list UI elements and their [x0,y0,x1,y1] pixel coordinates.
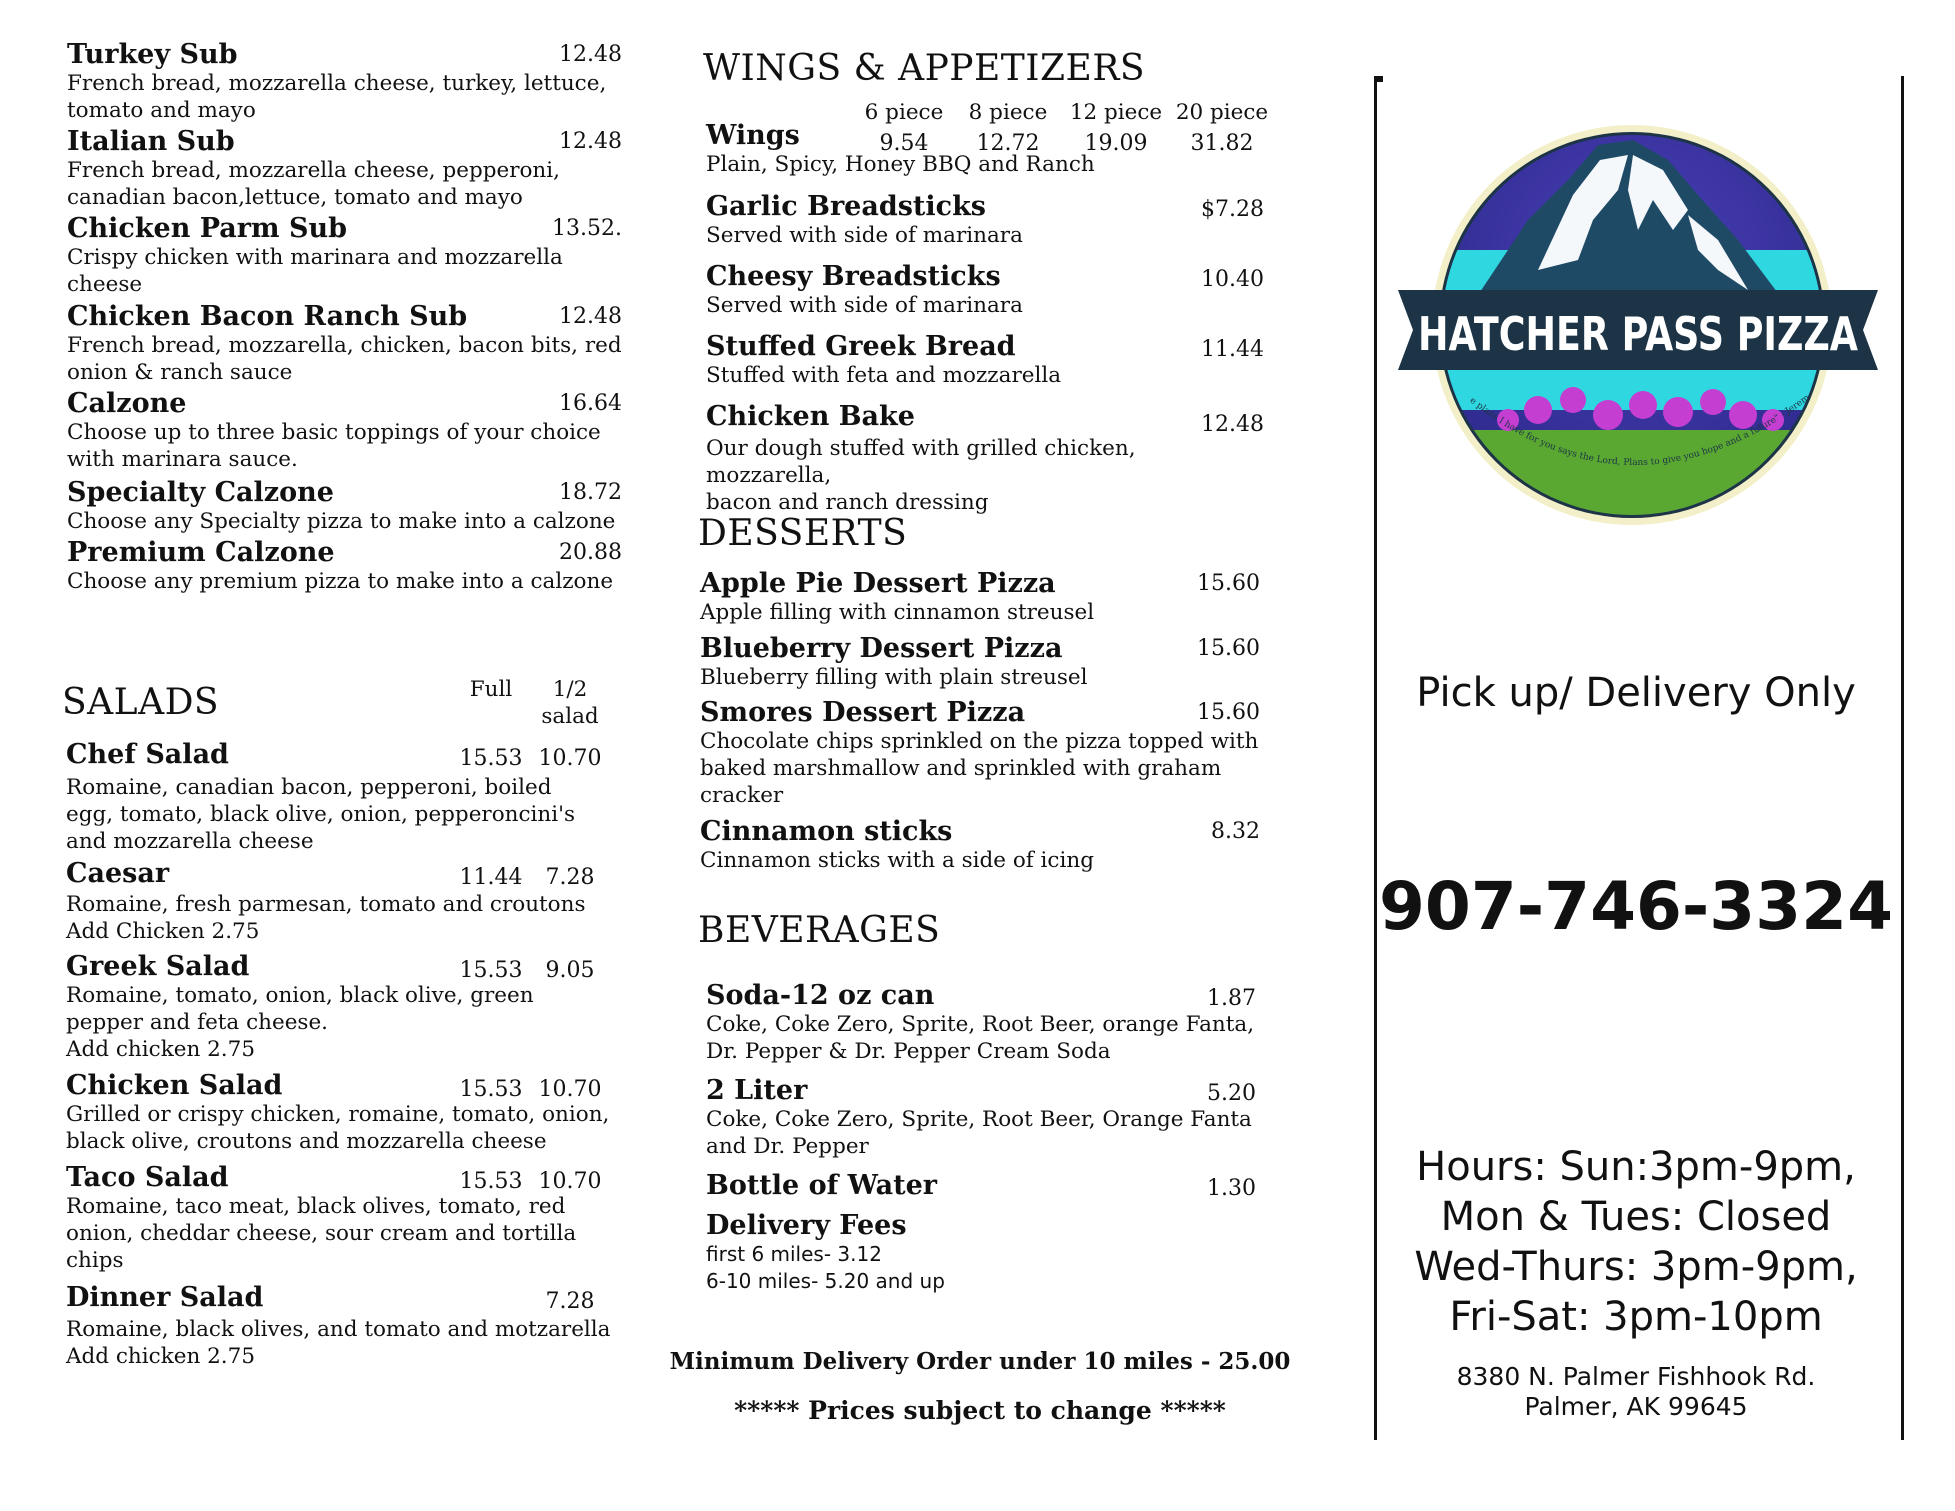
item-name: Wings [706,120,800,151]
item-name: Greek Salad [66,951,250,982]
salads-col-half: 1/2 [552,677,588,702]
item-desc: Romaine, taco meat, black olives, tomato, red [66,1194,566,1219]
item-desc: French bread, mozzarella, chicken, bacon bits, red [67,333,622,358]
wings-price-8: 12.72 [976,131,1040,156]
hours-line: Mon & Tues: Closed [1440,1194,1832,1240]
item-desc: and mozzarella cheese [66,829,314,854]
item-desc: Served with side of marinara [706,223,1023,248]
beverage-item-water [706,1171,1256,1201]
item-desc: tomato and mayo [67,98,256,123]
item-desc: Stuffed with feta and mozzarella [706,363,1062,388]
appetizer-item-stuffed-greek-bread [706,332,1264,389]
item-desc: Choose any Specialty pizza to make into a calzone [67,509,616,534]
item-name: Chicken Salad [66,1070,283,1101]
item-desc: first 6 miles- 3.12 [706,1242,882,1266]
sub-item-calzone [67,389,622,473]
item-desc: chips [66,1248,124,1273]
item-desc: Romaine, tomato, onion, black olive, green [66,983,534,1008]
item-price: 18.72 [559,480,622,505]
item-desc: Blueberry filling with plain streusel [700,665,1088,690]
phone-number: 907-746-3324 [1378,868,1893,945]
item-name: Dinner Salad [66,1282,264,1313]
minimum-order-note: Minimum Delivery Order under 10 miles - 25.00 [669,1348,1291,1375]
appetizer-item-chicken-bake [706,402,1264,516]
item-price: 12.48 [559,42,622,67]
item-name: Premium Calzone [67,537,335,568]
appetizer-item-cheesy-breadsticks [706,262,1264,319]
item-desc: Romaine, black olives, and tomato and motzarella [66,1317,611,1342]
item-desc: Choose any premium pizza to make into a calzone [67,569,614,594]
hours [1374,1142,1898,1342]
item-price-half: 9.05 [545,958,595,983]
item-price-full: 15.53 [459,958,523,983]
salads-heading: SALADS [62,682,220,723]
item-name: Apple Pie Dessert Pizza [700,568,1056,599]
item-price: 8.32 [1211,819,1260,844]
hours-line: Hours: Sun:3pm-9pm, [1416,1144,1856,1190]
salad-item-caesar [66,859,626,945]
item-desc: Plain, Spicy, Honey BBQ and Ranch [706,152,1095,177]
hours-line: Fri-Sat: 3pm-10pm [1449,1294,1823,1340]
wings-price-6: 9.54 [879,131,929,156]
appetizer-item-garlic-breadsticks [706,192,1264,249]
salad-item-dinner [66,1283,626,1370]
logo [1388,100,1888,550]
address-line: 8380 N. Palmer Fishhook Rd. [1456,1362,1816,1391]
item-name: Taco Salad [66,1162,229,1193]
item-desc: bacon and ranch dressing [706,490,989,515]
item-name: Smores Dessert Pizza [700,697,1026,728]
item-name: Delivery Fees [706,1210,907,1241]
salad-item-taco [66,1163,626,1274]
item-price-half: 7.28 [545,1289,595,1314]
item-desc: with marinara sauce. [67,447,298,472]
item-price: 12.48 [559,304,622,329]
item-name: Bottle of Water [706,1170,937,1201]
item-name: Chicken Parm Sub [67,213,348,244]
dessert-item-smores [700,698,1260,809]
item-name: Chef Salad [66,739,229,770]
dessert-item-apple-pie [700,569,1260,626]
price-change-notice: ***** Prices subject to change ***** [734,1396,1226,1425]
item-price-full: 15.53 [459,746,523,771]
item-desc: Choose up to three basic toppings of your choice [67,420,601,445]
item-desc: Add chicken 2.75 [66,1344,255,1369]
salad-item-chicken [66,1071,626,1155]
item-desc: onion & ranch sauce [67,360,293,385]
item-desc: Chocolate chips sprinkled on the pizza topped with [700,729,1259,754]
item-desc: cracker [700,783,784,808]
item-price-full: 11.44 [459,865,523,890]
item-price: 16.64 [559,391,622,416]
item-price: $7.28 [1201,197,1264,222]
item-name: Soda-12 oz can [706,980,935,1011]
item-name: Turkey Sub [67,39,238,70]
wings-size-20: 20 piece [1175,100,1269,125]
item-desc: French bread, mozzarella cheese, turkey, lettuce, [67,71,607,96]
dessert-item-cinnamon-sticks [700,817,1260,874]
address-line: Palmer, AK 99645 [1524,1392,1748,1421]
item-desc: Our dough stuffed with grilled chicken, mozzarella, [706,436,1136,488]
item-desc: 6-10 miles- 5.20 and up [706,1269,945,1293]
item-price-full: 15.53 [459,1077,523,1102]
salad-item-greek [66,952,626,1063]
item-name: 2 Liter [706,1075,808,1106]
item-desc: Grilled or crispy chicken, romaine, tomato, onion, [66,1102,610,1127]
item-price: 13.52. [552,216,622,241]
item-price: 12.48 [559,129,622,154]
item-name: Cheesy Breadsticks [706,261,1001,292]
sub-item-italian [67,127,622,211]
item-name: Specialty Calzone [67,477,334,508]
item-name: Cinnamon sticks [700,816,953,847]
delivery-fees [706,1211,1256,1295]
wings-heading: WINGS & APPETIZERS [703,48,1146,89]
wings-size-6: 6 piece [864,100,944,125]
address [1374,1362,1898,1422]
item-desc: Cinnamon sticks with a side of icing [700,848,1094,873]
item-desc: Add Chicken 2.75 [66,919,260,944]
item-desc: Apple filling with cinnamon streusel [700,600,1095,625]
item-desc: black olive, croutons and mozzarella cheese [66,1129,547,1154]
beverage-item-soda [706,981,1256,1065]
item-desc: and Dr. Pepper [706,1134,869,1159]
item-price-half: 10.70 [538,1077,602,1102]
item-name: Calzone [67,388,187,419]
dessert-item-blueberry [700,634,1260,691]
item-desc: egg, tomato, black olive, onion, pepperoncini's [66,802,576,827]
item-price: 1.30 [1207,1176,1256,1201]
item-desc: Served with side of marinara [706,293,1023,318]
item-price: 20.88 [559,540,622,565]
item-price-half: 10.70 [538,746,602,771]
logo-name: HATCHER PASS PIZZA [1418,307,1859,361]
item-price: 10.40 [1201,267,1264,292]
sub-item-premium-calzone [67,538,622,595]
item-desc: French bread, mozzarella cheese, pepperoni, [67,158,560,183]
beverage-item-2-liter [706,1076,1256,1160]
item-price-half: 10.70 [538,1169,602,1194]
item-desc: Add chicken 2.75 [66,1037,255,1062]
wings-price-20: 31.82 [1190,131,1254,156]
item-desc: Romaine, canadian bacon, pepperoni, boiled [66,775,552,800]
item-price: 15.60 [1197,636,1260,661]
item-desc: Dr. Pepper & Dr. Pepper Cream Soda [706,1039,1111,1064]
beverages-heading: BEVERAGES [698,910,941,951]
item-price-full: 15.53 [459,1169,523,1194]
item-name: Caesar [66,858,170,889]
item-name: Chicken Bake [706,401,915,432]
item-name: Garlic Breadsticks [706,191,987,222]
logo-verse: e plans I have for you says the Lord, Plans to give you hope and a future" - Jerem [1467,392,1812,469]
hours-line: Wed-Thurs: 3pm-9pm, [1414,1244,1858,1290]
item-desc: cheese [67,272,143,297]
salad-item-chef [66,740,626,855]
item-name: Blueberry Dessert Pizza [700,633,1063,664]
item-name: Chicken Bacon Ranch Sub [67,301,468,332]
desserts-heading: DESSERTS [698,513,908,554]
item-desc: Coke, Coke Zero, Sprite, Root Beer, orange Fanta, [706,1012,1255,1037]
wings-size-8: 8 piece [968,100,1048,125]
wings-price-12: 19.09 [1084,131,1148,156]
sub-item-chicken-bacon-ranch [67,302,622,386]
service-type: Pick up/ Delivery Only [1416,670,1856,716]
wings-size-12: 12 piece [1069,100,1163,125]
item-desc: onion, cheddar cheese, sour cream and tortilla [66,1221,577,1246]
salads-col-full: Full [469,677,513,702]
item-name: Italian Sub [67,126,235,157]
item-price: 1.87 [1207,986,1256,1011]
item-price: 12.48 [1201,412,1264,437]
sub-item-chicken-parm [67,214,622,298]
sub-item-turkey [67,40,622,124]
item-desc: baked marshmallow and sprinkled with graham [700,756,1222,781]
item-desc: Romaine, fresh parmesan, tomato and croutons [66,892,586,917]
item-desc: canadian bacon,lettuce, tomato and mayo [67,185,523,210]
item-price: 15.60 [1197,571,1260,596]
salads-col-half-sub: salad [541,704,599,729]
item-price: 15.60 [1197,700,1260,725]
item-desc: Coke, Coke Zero, Sprite, Root Beer, Orange Fanta [706,1107,1252,1132]
item-desc: pepper and feta cheese. [66,1010,329,1035]
item-desc: Crispy chicken with marinara and mozzarella [67,245,563,270]
item-price-half: 7.28 [545,865,595,890]
sub-item-specialty-calzone [67,478,622,535]
item-price: 11.44 [1201,337,1264,362]
item-name: Stuffed Greek Bread [706,331,1016,362]
item-price: 5.20 [1207,1081,1256,1106]
